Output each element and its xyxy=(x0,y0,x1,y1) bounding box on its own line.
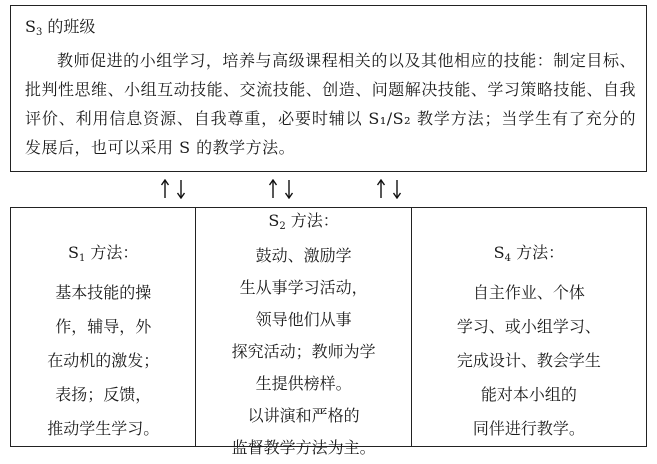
title-text: 的班级 xyxy=(42,17,96,36)
arrow-down-icon xyxy=(392,179,402,199)
s1-method-heading: $S_1$ 方法： xyxy=(67,243,139,264)
s4-method-line: 学习、或小组学习、 xyxy=(456,317,601,336)
s3-class-box xyxy=(10,5,647,172)
arrow-down-icon xyxy=(284,179,294,199)
s4-method-cell xyxy=(411,208,646,446)
arrow-up-icon xyxy=(160,179,170,199)
s2-method-line: 生从事学习活动， xyxy=(239,278,368,297)
arrow-down-icon xyxy=(176,179,186,199)
title-subscript: 3 xyxy=(35,27,43,38)
s4-method-line: 同伴进行教学。 xyxy=(472,419,585,438)
s2-method-line: 探究活动；教师为学 xyxy=(231,342,376,361)
s1-method-line: 作，辅导，外 xyxy=(55,317,152,336)
s2-method-line: 生提供榜样。 xyxy=(255,374,352,393)
s1-method-line: 表扬；反馈， xyxy=(55,385,152,404)
arrow-pair-2 xyxy=(268,177,294,201)
s4-method-line: 自主作业、个体 xyxy=(472,283,585,302)
s1-method-line: 基本技能的操 xyxy=(55,283,152,302)
s2-method-line: 以讲演和严格的 xyxy=(247,406,360,425)
s3-class-title xyxy=(25,14,636,46)
s2-method-line: 监督教学方法为主。 xyxy=(231,438,376,457)
s2-method-heading: $S_2$ 方法： xyxy=(268,211,339,232)
s4-method-line: 能对本小组的 xyxy=(480,385,577,404)
arrow-pair-1 xyxy=(160,177,186,201)
s2-method-line: 领导他们从事 xyxy=(255,310,352,329)
s2-method-cell xyxy=(195,208,410,457)
s1-method-line: 推动学生学习。 xyxy=(47,419,160,438)
arrow-pair-3 xyxy=(376,177,402,201)
s1-method-line: 在动机的激发； xyxy=(47,351,160,370)
s2-method-line: 鼓动、激励学 xyxy=(255,246,352,265)
s3-class-description: 教师促进的小组学习，培养与高级课程相关的以及其他相应的技能：制定目标、批判性思维、小组互动技能、交流技能、创造、问题解决技能、学习策略技能、自我评价、利用信息资源、自我尊重，必要时辅以 S₁/S₂ 教学方法；当学生有了充分的发展后，也可以采用 S 的教学方法。 xyxy=(25,51,636,157)
s4-method-heading: $S_4$ 方法： xyxy=(493,243,565,264)
methods-table xyxy=(10,207,647,457)
s1-method-cell xyxy=(11,208,195,446)
title-letter: S xyxy=(25,17,36,36)
arrow-up-icon xyxy=(268,179,278,199)
s4-method-line: 完成设计、教会学生 xyxy=(456,351,601,370)
arrow-up-icon xyxy=(376,179,386,199)
